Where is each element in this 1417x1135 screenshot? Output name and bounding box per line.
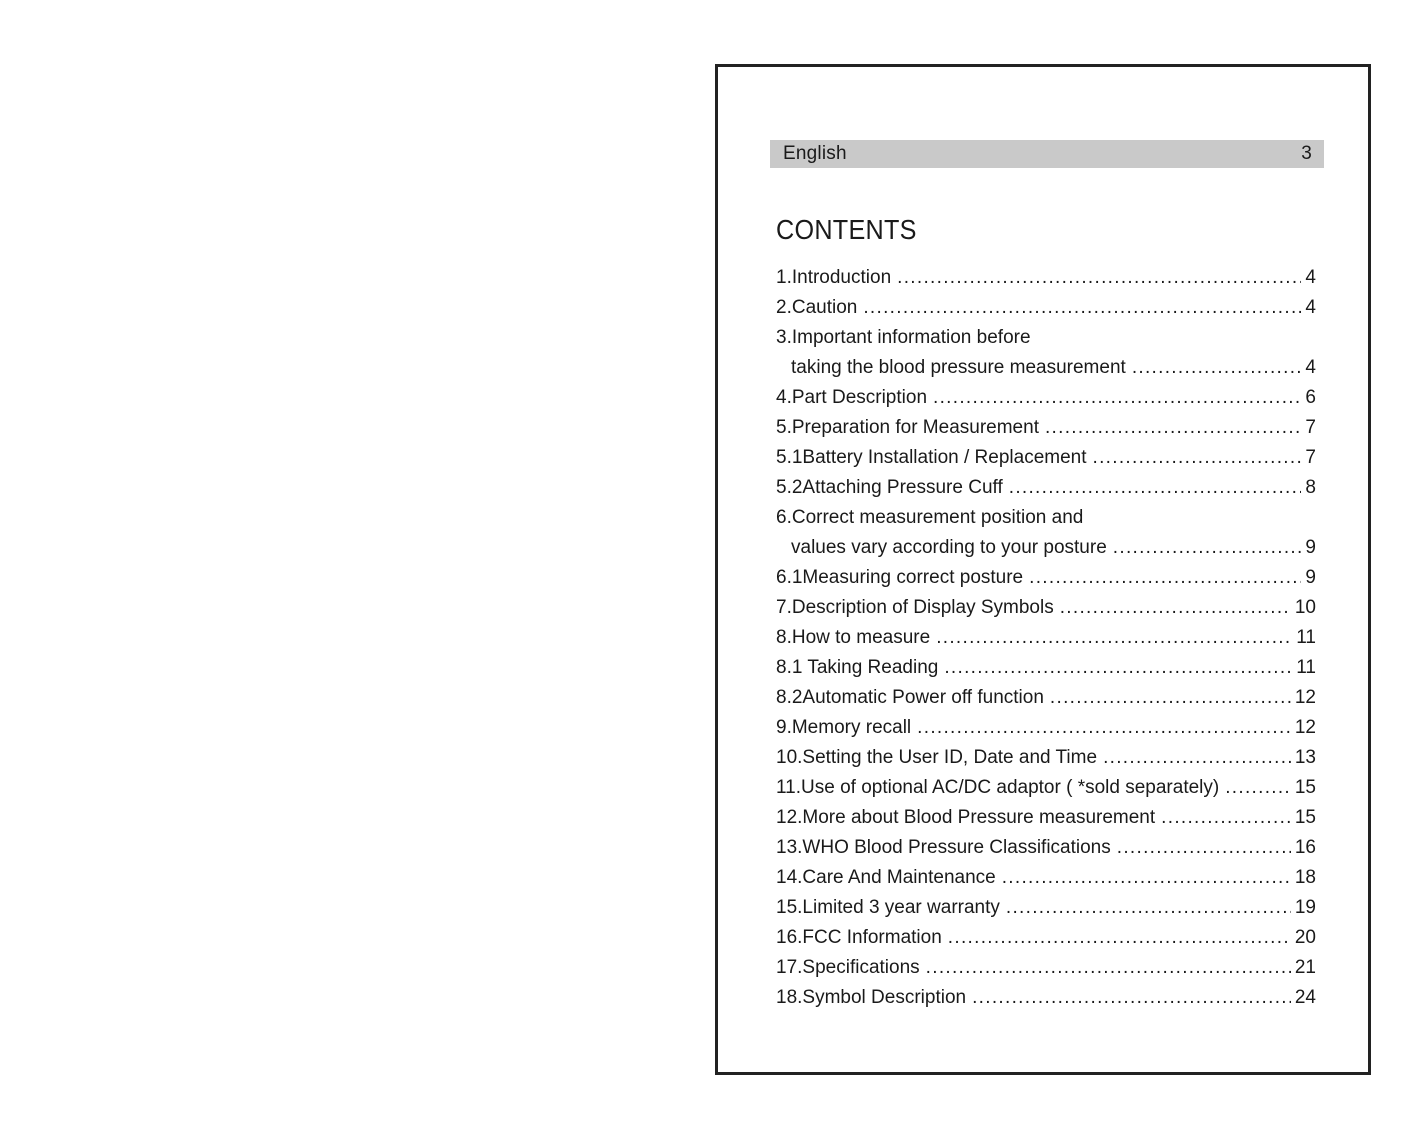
toc-entry-page-number: 16 (1294, 837, 1316, 858)
toc-entry-page-number: 19 (1294, 897, 1316, 918)
toc-entry-label: 3.Important information before (776, 327, 1031, 348)
toc-entry-label: 5.Preparation for Measurement (776, 417, 1039, 438)
toc-dot-leader (944, 653, 1292, 683)
toc-entry-label: 13.WHO Blood Pressure Classifications (776, 837, 1111, 858)
toc-entry-label: 8.1 Taking Reading (776, 657, 939, 678)
toc-entry[interactable] (776, 863, 1316, 893)
toc-entry-label: 6.1Measuring correct posture (776, 567, 1024, 588)
toc-entry-page-number: 21 (1294, 957, 1316, 978)
toc-entry-page-number: 4 (1305, 267, 1316, 288)
toc-dot-leader (1045, 413, 1301, 443)
toc-entry[interactable] (776, 503, 1316, 533)
toc-entry[interactable] (776, 683, 1316, 713)
toc-entry-page-number: 24 (1294, 987, 1316, 1008)
page-number: 3 (1301, 143, 1312, 164)
toc-entry[interactable] (776, 773, 1316, 803)
toc-entry-label: 18.Symbol Description (776, 987, 967, 1008)
toc-dot-leader (926, 953, 1291, 983)
toc-entry-page-number: 6 (1305, 387, 1316, 408)
toc-dot-leader (1225, 773, 1291, 803)
toc-entry[interactable] (776, 263, 1316, 293)
toc-dot-leader (1113, 533, 1302, 563)
toc-dot-leader (948, 923, 1291, 953)
toc-entry-page-number: 20 (1294, 927, 1316, 948)
toc-entry-label: 16.FCC Information (776, 927, 942, 948)
toc-entry-page-number: 4 (1305, 357, 1316, 378)
toc-entry-label: 17.Specifications (776, 957, 920, 978)
toc-entry[interactable] (776, 383, 1316, 413)
toc-entry[interactable] (776, 833, 1316, 863)
toc-entry-page-number: 13 (1294, 747, 1316, 768)
toc-dot-leader (1132, 353, 1302, 383)
page-title: CONTENTS (776, 214, 917, 245)
toc-dot-leader (917, 713, 1291, 743)
toc-dot-leader (1060, 593, 1291, 623)
toc-entry-label: 15.Limited 3 year warranty (776, 897, 1000, 918)
toc-dot-leader (972, 983, 1291, 1013)
toc-entry[interactable] (776, 713, 1316, 743)
toc-entry-page-number: 11 (1296, 627, 1316, 648)
toc-dot-leader (1006, 893, 1291, 923)
toc-entry-page-number: 7 (1305, 447, 1316, 468)
toc-entry[interactable] (776, 803, 1316, 833)
toc-entry[interactable] (776, 443, 1316, 473)
toc-entry[interactable] (776, 893, 1316, 923)
toc-entry-label: taking the blood pressure measurement (791, 357, 1126, 378)
toc-dot-leader (1161, 803, 1291, 833)
toc-dot-leader (936, 623, 1292, 653)
toc-entry-label: 9.Memory recall (776, 717, 912, 738)
toc-entry[interactable] (776, 743, 1316, 773)
toc-dot-leader (897, 263, 1301, 293)
toc-entry[interactable] (776, 293, 1316, 323)
toc-entry-page-number: 8 (1305, 477, 1316, 498)
toc-dot-leader (1029, 563, 1301, 593)
toc-entry-label: 14.Care And Maintenance (776, 867, 996, 888)
toc-entry[interactable] (776, 983, 1316, 1013)
toc-entry-page-number: 7 (1305, 417, 1316, 438)
toc-entry-label: 12.More about Blood Pressure measurement (776, 807, 1156, 828)
toc-entry-label: 8.2Automatic Power off function (776, 687, 1044, 708)
toc-entry[interactable] (776, 653, 1316, 683)
toc-dot-leader (933, 383, 1301, 413)
toc-entry-page-number: 12 (1294, 687, 1316, 708)
toc-entry[interactable] (776, 323, 1316, 353)
toc-entry-label: 6.Correct measurement position and (776, 507, 1084, 528)
toc-entry-label: 11.Use of optional AC/DC adaptor ( *sold separately) (776, 777, 1220, 798)
toc-dot-leader (1103, 743, 1291, 773)
toc-dot-leader (1117, 833, 1291, 863)
toc-entry[interactable] (776, 623, 1316, 653)
language-label: English (783, 143, 847, 164)
toc-entry[interactable] (776, 473, 1316, 503)
toc-entry-page-number: 11 (1296, 657, 1316, 678)
toc-entry-label: 5.1Battery Installation / Replacement (776, 447, 1087, 468)
toc-dot-leader (1002, 863, 1291, 893)
language-header-bar (770, 140, 1324, 168)
toc-dot-leader (863, 293, 1301, 323)
toc-entry-label: 4.Part Description (776, 387, 928, 408)
toc-entry[interactable] (776, 953, 1316, 983)
toc-entry-page-number: 15 (1294, 807, 1316, 828)
toc-entry-page-number: 18 (1294, 867, 1316, 888)
toc-entry-label: 5.2Attaching Pressure Cuff (776, 477, 1003, 498)
toc-entry-label: 7.Description of Display Symbols (776, 597, 1054, 618)
toc-entry[interactable] (776, 563, 1316, 593)
toc-entry-page-number: 4 (1305, 297, 1316, 318)
table-of-contents (776, 263, 1316, 1013)
toc-entry[interactable] (776, 593, 1316, 623)
toc-entry-page-number: 10 (1294, 597, 1316, 618)
toc-entry-page-number: 12 (1294, 717, 1316, 738)
toc-entry[interactable] (776, 923, 1316, 953)
toc-dot-leader (1009, 473, 1302, 503)
toc-entry[interactable] (776, 533, 1316, 563)
toc-entry-label: values vary according to your posture (791, 537, 1107, 558)
toc-entry-label: 10.Setting the User ID, Date and Time (776, 747, 1098, 768)
toc-entry-page-number: 15 (1294, 777, 1316, 798)
toc-dot-leader (1050, 683, 1291, 713)
toc-entry-page-number: 9 (1305, 567, 1316, 588)
toc-entry-page-number: 9 (1305, 537, 1316, 558)
toc-entry-label: 8.How to measure (776, 627, 931, 648)
toc-entry-label: 2.Caution (776, 297, 858, 318)
manual-page (715, 64, 1371, 1075)
toc-entry[interactable] (776, 353, 1316, 383)
toc-dot-leader (1093, 443, 1302, 473)
toc-entry-label: 1.Introduction (776, 267, 892, 288)
toc-entry[interactable] (776, 413, 1316, 443)
